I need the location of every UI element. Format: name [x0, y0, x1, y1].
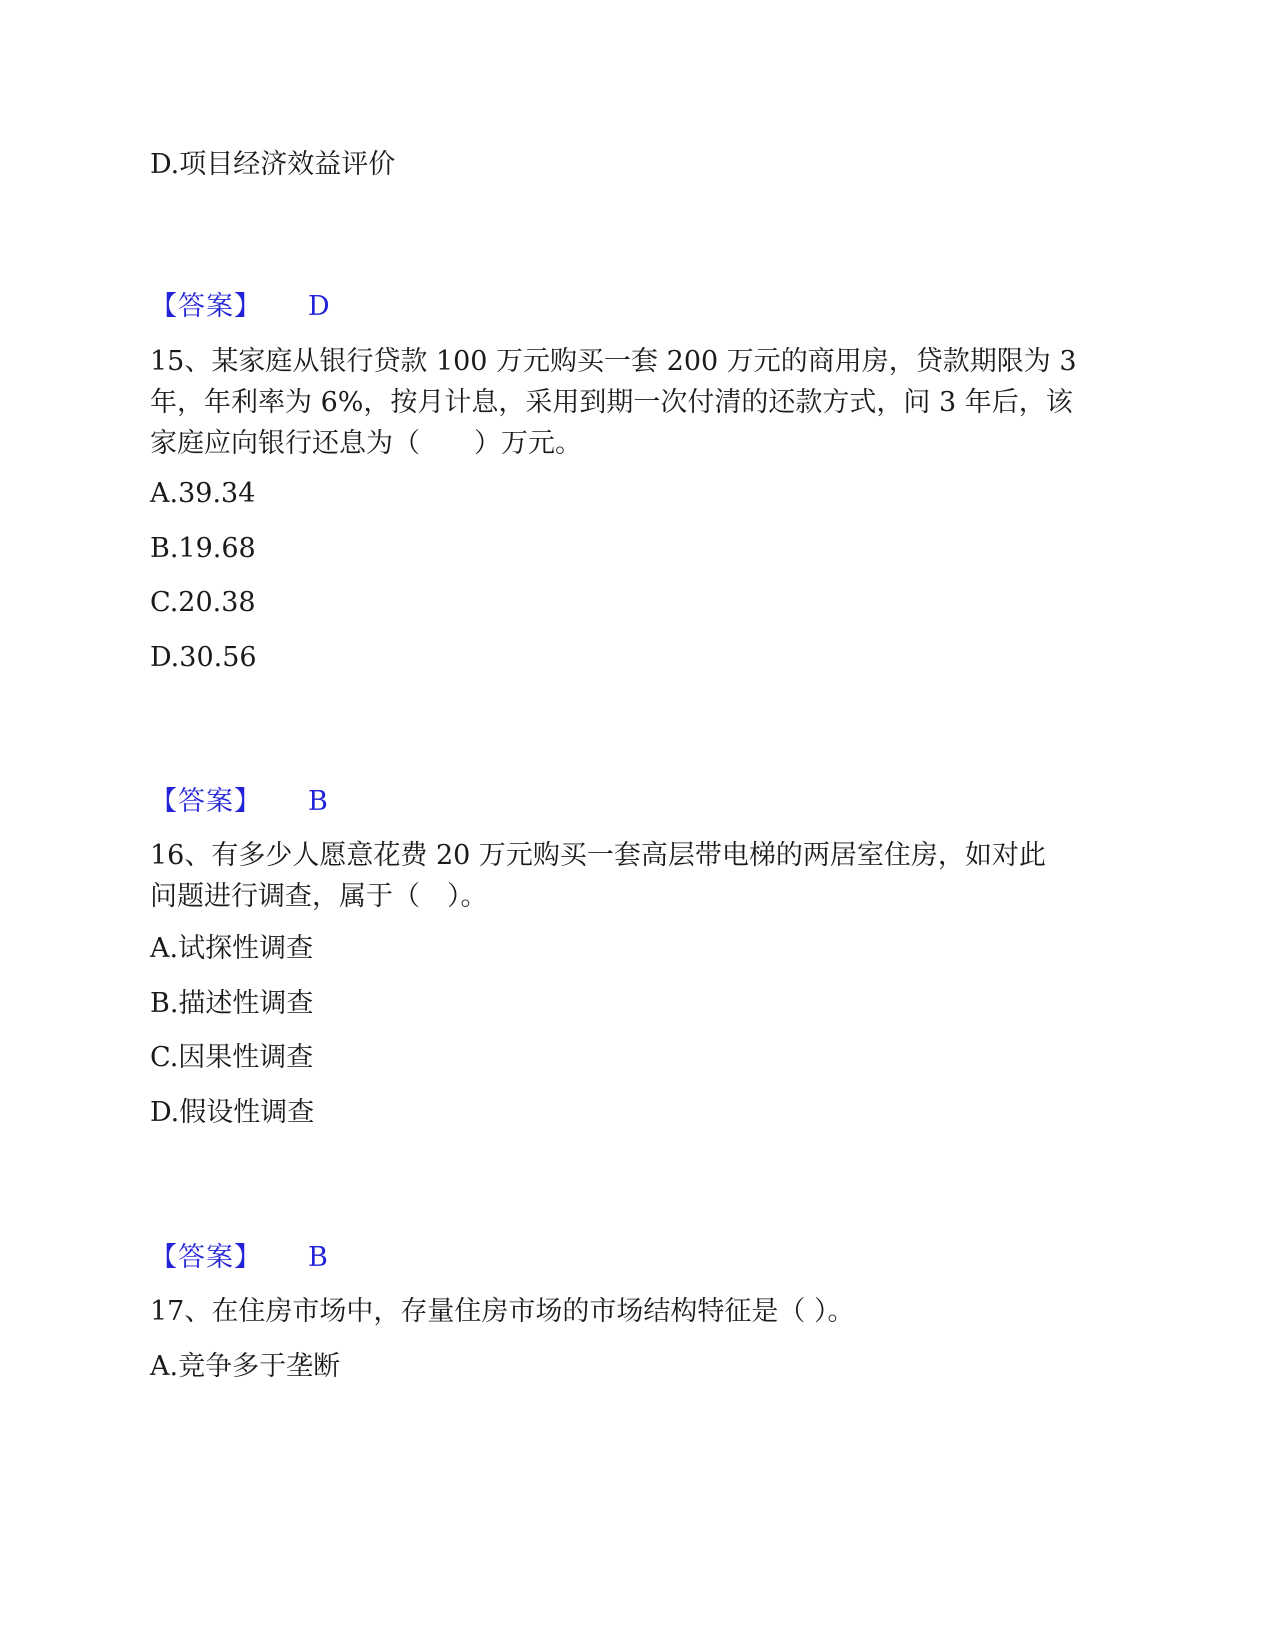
- q14-answer: [150, 287, 330, 327]
- q16-option-b: B.描述性调查: [150, 988, 314, 1019]
- q16-option-a: A.试探性调查: [150, 933, 314, 964]
- q16-option-c: C.因果性调查: [150, 1042, 314, 1073]
- answer-value: B: [308, 786, 328, 817]
- q15-answer: [150, 782, 328, 822]
- q17-option-a: A.竞争多于垄断: [150, 1351, 341, 1382]
- q17-question: 17、在住房市场中，存量住房市场的市场结构特征是（ ）。: [150, 1296, 855, 1327]
- q15-option-b: B.19.68: [150, 533, 256, 564]
- q16-question: [150, 835, 1125, 917]
- answer-value: D: [308, 291, 330, 322]
- q15-line-1: 15、某家庭从银行贷款 100 万元购买一套 200 万元的商用房，贷款期限为 3: [150, 346, 1077, 377]
- answer-value: B: [308, 1242, 328, 1273]
- q16-line-2: 问题进行调查，属于（ ）。: [150, 881, 488, 912]
- q15-option-a: A.39.34: [150, 478, 256, 509]
- answer-label: 【答案】: [150, 291, 262, 322]
- q15-question: [150, 341, 1125, 464]
- answer-label: 【答案】: [150, 1242, 262, 1273]
- q15-line-3: 家庭应向银行还息为（ ）万元。: [150, 428, 582, 459]
- q14-option-d: D.项目经济效益评价: [150, 149, 396, 180]
- q16-line-1: 16、有多少人愿意花费 20 万元购买一套高层带电梯的两居室住房，如对此: [150, 840, 1046, 871]
- q16-answer: [150, 1238, 328, 1278]
- answer-label: 【答案】: [150, 786, 262, 817]
- q15-line-2: 年，年利率为 6%，按月计息，采用到期一次付清的还款方式，问 3 年后，该: [150, 387, 1073, 418]
- q15-option-d: D.30.56: [150, 642, 257, 673]
- q16-option-d: D.假设性调查: [150, 1097, 315, 1128]
- q15-option-c: C.20.38: [150, 587, 256, 618]
